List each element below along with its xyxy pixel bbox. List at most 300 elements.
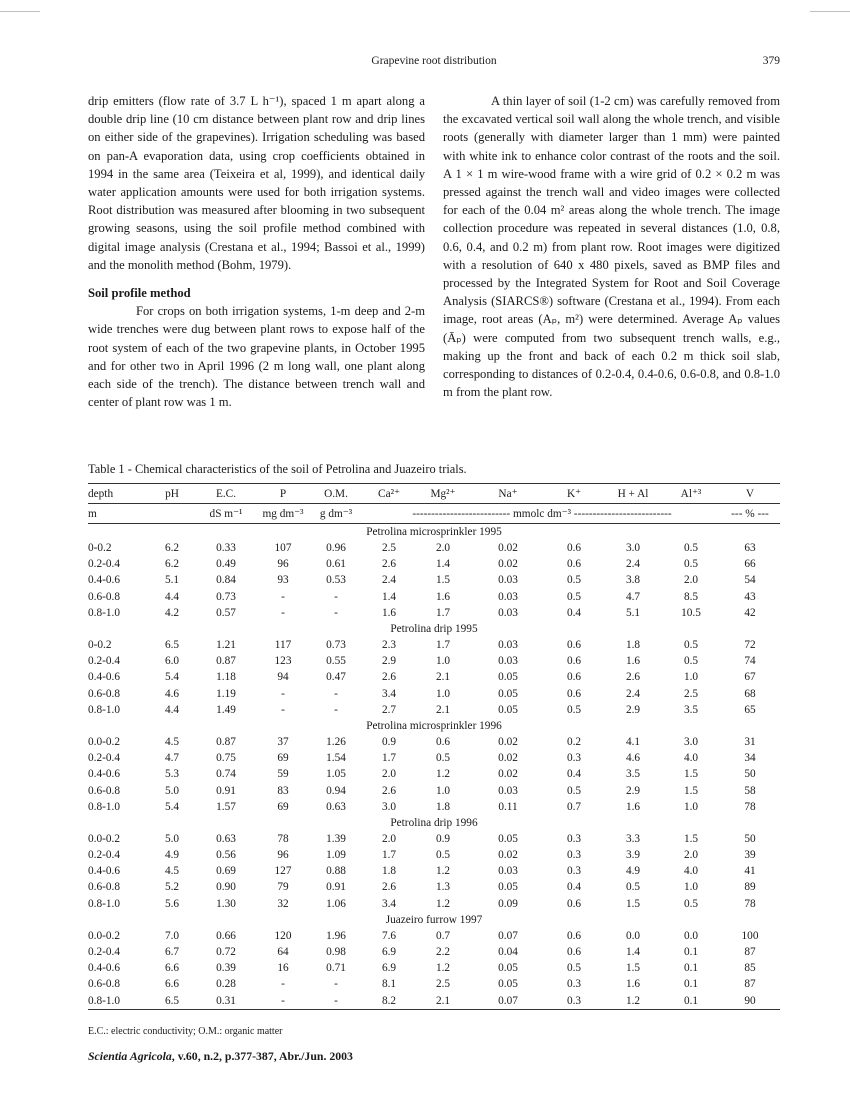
- table-cell: 1.06: [326, 897, 346, 910]
- table-cell: 0.87: [216, 655, 236, 668]
- table-cell: 0.02: [498, 752, 518, 765]
- table-cell: 1.2: [435, 768, 451, 781]
- column-header: Ca²⁺: [364, 484, 414, 504]
- table-cell: 0.6: [566, 655, 582, 668]
- table-cell: 0.05: [498, 687, 518, 700]
- table-cell: 0.2-0.4: [88, 655, 121, 668]
- table-cell: 0.6: [566, 542, 582, 555]
- table-row: [88, 750, 780, 766]
- table-cell: 0.2-0.4: [88, 849, 121, 862]
- table-cell: 6.9: [381, 962, 397, 975]
- table-cell: 0.3: [566, 752, 582, 765]
- table-cell: 41: [744, 865, 756, 878]
- table-cell: 10.5: [681, 606, 701, 619]
- table-cell: 83: [277, 784, 289, 797]
- table-cell: 68: [744, 687, 756, 700]
- table-cell: 0.8-1.0: [88, 703, 121, 716]
- table-cell: 0.03: [498, 574, 518, 587]
- table-cell: 5.0: [164, 832, 180, 845]
- table-cell: 0.6: [566, 946, 582, 959]
- table-cell: 0.71: [326, 962, 346, 975]
- table-cell: 100: [741, 929, 759, 942]
- table-cell: 0.5: [566, 784, 582, 797]
- table-cell: 0.53: [326, 574, 346, 587]
- table-cell: 1.6: [625, 655, 641, 668]
- table-cell: 0.02: [498, 849, 518, 862]
- table-cell: 1.2: [604, 993, 662, 1010]
- table-cell: 0.57: [216, 606, 236, 619]
- table-cell: 2.4: [625, 558, 641, 571]
- table-cell: -: [281, 687, 285, 700]
- table-cell: 0.03: [498, 639, 518, 652]
- table-cell: 2.6: [381, 881, 397, 894]
- unit-label: g dm⁻³: [308, 504, 364, 524]
- column-header: O.M.: [308, 484, 364, 504]
- table-cell: 0.4-0.6: [88, 574, 121, 587]
- table-cell: 0.8-1.0: [88, 606, 121, 619]
- table-row: [88, 669, 780, 685]
- table-cell: 85: [744, 962, 756, 975]
- table-row: [88, 831, 780, 847]
- table-cell: -: [334, 703, 338, 716]
- table-cell: 16: [277, 962, 289, 975]
- table-cell: 0.66: [216, 929, 236, 942]
- table-cell: 5.2: [164, 881, 180, 894]
- table-cell: 50: [744, 768, 756, 781]
- table-cell: 4.5: [164, 865, 180, 878]
- table-row: [88, 540, 780, 556]
- table-cell: 1.05: [326, 768, 346, 781]
- table-cell: 5.6: [164, 897, 180, 910]
- table-cell: 0.6: [566, 687, 582, 700]
- table-cell: 0.1: [683, 978, 699, 991]
- table-cell: 1.8: [381, 865, 397, 878]
- table-cell: 0.72: [216, 946, 236, 959]
- table-cell: 0.1: [662, 993, 720, 1010]
- table-row: [88, 702, 780, 718]
- table-cell: 37: [277, 735, 289, 748]
- table-cell: -: [258, 993, 308, 1010]
- table-cell: 6.0: [164, 655, 180, 668]
- table-cell: 0.98: [326, 946, 346, 959]
- table-cell: 2.4: [625, 687, 641, 700]
- table-cell: 0.02: [498, 768, 518, 781]
- table-cell: 0.6-0.8: [88, 687, 121, 700]
- table-cell: 0.8-1.0: [88, 993, 150, 1010]
- table-cell: 7.0: [164, 929, 180, 942]
- table-cell: 2.0: [435, 542, 451, 555]
- table-cell: 0.39: [216, 962, 236, 975]
- table-cell: 58: [744, 784, 756, 797]
- table-cell: 5.4: [164, 671, 180, 684]
- table-cell: 0.07: [498, 929, 518, 942]
- table-cell: 0.05: [498, 881, 518, 894]
- table-header-row: [88, 484, 780, 504]
- unit-label: mg dm⁻³: [258, 504, 308, 524]
- unit-label: --- % ---: [720, 504, 780, 524]
- table-cell: 0.05: [498, 671, 518, 684]
- table-row: [88, 589, 780, 605]
- table-cell: 3.4: [381, 687, 397, 700]
- table-cell: 1.6: [435, 590, 451, 603]
- table-cell: 96: [277, 849, 289, 862]
- table-cell: 0.3: [566, 865, 582, 878]
- table-cell: 4.2: [164, 606, 180, 619]
- table-cell: 2.5: [683, 687, 699, 700]
- table-cell: 1.39: [326, 832, 346, 845]
- table-cell: 0.73: [326, 639, 346, 652]
- table-cell: 0.5: [683, 639, 699, 652]
- group-title: Petrolina drip 1996: [390, 816, 478, 829]
- table-cell: 0.2: [566, 735, 582, 748]
- table-cell: 0.49: [216, 558, 236, 571]
- table-row: [88, 734, 780, 750]
- table-cell: 2.1: [435, 671, 451, 684]
- table-cell: 0.1: [683, 946, 699, 959]
- table-cell: 107: [274, 542, 292, 555]
- table-cell: 42: [744, 606, 756, 619]
- table-cell: 8.1: [381, 978, 397, 991]
- table-cell: 1.5: [625, 962, 641, 975]
- table-cell: 4.1: [625, 735, 641, 748]
- table-caption: Table 1 - Chemical characteristics of the soil of Petrolina and Juazeiro trials.: [88, 462, 467, 476]
- table-cell: 93: [277, 574, 289, 587]
- table-row: [88, 879, 780, 895]
- table-cell: 0.31: [194, 993, 258, 1010]
- table-cell: 0.69: [216, 865, 236, 878]
- table-cell: 0.94: [326, 784, 346, 797]
- table-cell: 0-0.2: [88, 639, 112, 652]
- table-cell: 0.5: [435, 752, 451, 765]
- table-cell: 0.02: [498, 558, 518, 571]
- table-cell: 6.7: [164, 946, 180, 959]
- table-cell: -: [281, 606, 285, 619]
- table-cell: 0.3: [566, 978, 582, 991]
- table-body: [88, 524, 780, 1010]
- table-cell: 3.3: [625, 832, 641, 845]
- table-cell: 4.0: [683, 752, 699, 765]
- table-cell: 1.18: [216, 671, 236, 684]
- table-cell: 4.4: [164, 703, 180, 716]
- table-cell: 0.75: [216, 752, 236, 765]
- table-row: [88, 896, 780, 912]
- table-cell: 0.03: [498, 865, 518, 878]
- group-row: [88, 524, 780, 541]
- table-cell: 39: [744, 849, 756, 862]
- right-column: [443, 92, 780, 401]
- table-cell: 2.6: [381, 784, 397, 797]
- table-row: [88, 782, 780, 798]
- column-header: Na⁺: [472, 484, 544, 504]
- table-cell: 2.6: [625, 671, 641, 684]
- table-row: [88, 944, 780, 960]
- table-cell: 66: [744, 558, 756, 571]
- table-cell: 0.3: [544, 993, 604, 1010]
- table-cell: 0.4: [566, 606, 582, 619]
- table-cell: 1.0: [435, 655, 451, 668]
- table-cell: 67: [744, 671, 756, 684]
- column-header: H + Al: [604, 484, 662, 504]
- table-cell: 6.6: [164, 962, 180, 975]
- table-cell: 63: [744, 542, 756, 555]
- table-cell: 5.1: [164, 574, 180, 587]
- table-cell: 65: [744, 703, 756, 716]
- table-cell: 0.6: [566, 639, 582, 652]
- table-cell: 0.02: [498, 735, 518, 748]
- table-cell: 1.4: [435, 558, 451, 571]
- table-cell: 2.2: [435, 946, 451, 959]
- table-cell: 127: [274, 865, 292, 878]
- table-cell: -: [281, 590, 285, 603]
- table-cell: 4.6: [625, 752, 641, 765]
- table-cell: 0.11: [498, 800, 518, 813]
- journal-citation: , v.60, n.2, p.377-387, Abr./Jun. 2003: [171, 1049, 353, 1063]
- table-cell: 50: [744, 832, 756, 845]
- table-cell: 0.03: [498, 590, 518, 603]
- table-cell: 1.30: [216, 897, 236, 910]
- table-cell: -: [334, 590, 338, 603]
- column-header: V: [720, 484, 780, 504]
- table-cell: 6.2: [164, 558, 180, 571]
- table-row: [88, 572, 780, 588]
- table-cell: 0.2-0.4: [88, 558, 121, 571]
- table-cell: 8.2: [364, 993, 414, 1010]
- table-cell: 1.0: [683, 800, 699, 813]
- table-cell: 69: [277, 800, 289, 813]
- crop-mark-right: [810, 11, 850, 12]
- table-cell: 87: [744, 946, 756, 959]
- unit-label: dS m⁻¹: [194, 504, 258, 524]
- table-cell: 0.5: [566, 703, 582, 716]
- table-cell: 90: [720, 993, 780, 1010]
- table-cell: 4.7: [625, 590, 641, 603]
- table-cell: 0.4-0.6: [88, 768, 121, 781]
- table-cell: 4.9: [625, 865, 641, 878]
- table-cell: 2.1: [414, 993, 472, 1010]
- table-cell: 64: [277, 946, 289, 959]
- table-cell: 4.9: [164, 849, 180, 862]
- table-cell: 1.0: [683, 881, 699, 894]
- table-cell: 2.5: [435, 978, 451, 991]
- table-cell: 0.4-0.6: [88, 962, 121, 975]
- group-row: [88, 718, 780, 734]
- table-row: [88, 960, 780, 976]
- table-cell: 1.19: [216, 687, 236, 700]
- table-cell: 1.2: [435, 865, 451, 878]
- table-cell: 8.5: [683, 590, 699, 603]
- table-cell: 0.8-1.0: [88, 800, 121, 813]
- table-cell: 0.6-0.8: [88, 590, 121, 603]
- table-cell: 2.6: [381, 671, 397, 684]
- table-cell: 0.47: [326, 671, 346, 684]
- crop-mark-left: [0, 11, 40, 12]
- group-title: Juazeiro furrow 1997: [385, 913, 483, 926]
- table-cell: 1.96: [326, 929, 346, 942]
- table-cell: 1.5: [435, 574, 451, 587]
- table-cell: 78: [277, 832, 289, 845]
- table-cell: 78: [744, 800, 756, 813]
- table-cell: 0.6: [566, 929, 582, 942]
- table-cell: 0.7: [435, 929, 451, 942]
- paragraph: For crops on both irrigation systems, 1-m deep and 2-m wide trenches were dug between plant rows to expose half of the root system of each of the two grapevine plants, in October 1995 and for other two in April 1996 (2 m long wall, one plant along each side of the trench). The distance between trench wall and center of plant row was 1 m.: [88, 304, 425, 410]
- table-cell: 4.6: [164, 687, 180, 700]
- table-cell: 0.5: [625, 881, 641, 894]
- table-cell: 0.03: [498, 606, 518, 619]
- table-cell: 0.5: [566, 590, 582, 603]
- table-cell: -: [281, 703, 285, 716]
- paragraph: A thin layer of soil (1-2 cm) was carefully removed from the excavated vertical soil wall along the whole trench, and visible roots (generally with diameter larger than 1 mm) were painted with white ink to enhance color contrast of the roots and the soil. A 1 × 1 m wire-wood frame with a wire grid of 0.2 × 0.2 m was pressed against the trench wall and video images were collected for each of the 0.04 m² areas along the whole trench. The image collection procedure was repeated in several distances (1.0, 0.8, 0.6, 0.4, and 0.2 m) from plant row. Root images were digitized with a resolution of 640 x 480 pixels, saved as BMP files and processed by the Integrated System for Root and Soil Coverage Analysis (SIARCS®) software (Crestana et al., 1994). From each image, root areas (Aₚ, m²) were determined. Average Aₚ values (Āₚ) were computed from two subsequent trench walls, e.g., making up the front and back of each 0.2 m thick soil slab, corresponding to distances of 0.2-0.4, 0.4-0.6, 0.6-0.8, and 0.8-1.0 m from the plant row.: [443, 94, 780, 400]
- table-cell: 2.5: [381, 542, 397, 555]
- table-cell: 54: [744, 574, 756, 587]
- table-cell: 1.0: [683, 671, 699, 684]
- table-cell: 1.4: [381, 590, 397, 603]
- table-cell: 1.5: [625, 897, 641, 910]
- column-header: Al⁺³: [662, 484, 720, 504]
- table-cell: 0.6: [566, 558, 582, 571]
- table-cell: 1.0: [435, 784, 451, 797]
- table-cell: 0.04: [498, 946, 518, 959]
- table-cell: 0.87: [216, 735, 236, 748]
- table-cell: 0.5: [683, 655, 699, 668]
- table-cell: 1.7: [381, 752, 397, 765]
- table-cell: 0.03: [498, 655, 518, 668]
- table-cell: 0.5: [683, 542, 699, 555]
- table-cell: 74: [744, 655, 756, 668]
- table-cell: 1.4: [625, 946, 641, 959]
- table-cell: 2.1: [435, 703, 451, 716]
- table-row: [88, 799, 780, 815]
- table-cell: 4.7: [164, 752, 180, 765]
- paragraph: drip emitters (flow rate of 3.7 L h⁻¹), spaced 1 m apart along a double drip line (10 cm distance between plant row and drip lines on either side of the grapevines). Irrigation scheduling was based on pan-A evaporation data, using crop coefficients obtained in 1994 in the same area (Teixeira et al, 1999), and identical daily water application amounts were used for both irrigation systems. Root distribution was measured after blooming in two subsequent growing seasons, using the soil profile method combined with digital image analysis (Crestana et al., 1994; Bassoi et al., 1999) and the monolith method (Bohm, 1979).: [88, 94, 425, 272]
- table-cell: 1.5: [683, 784, 699, 797]
- table-cell: 1.2: [435, 897, 451, 910]
- table-cell: 6.2: [164, 542, 180, 555]
- table-cell: 117: [274, 639, 292, 652]
- table-cell: 0.3: [566, 849, 582, 862]
- table-cell: 0.3: [566, 832, 582, 845]
- table-cell: 4.0: [683, 865, 699, 878]
- group-title: Petrolina drip 1995: [390, 622, 478, 635]
- table-cell: 4.4: [164, 590, 180, 603]
- table-cell: 1.7: [381, 849, 397, 862]
- table-cell: 69: [277, 752, 289, 765]
- table-cell: 2.9: [381, 655, 397, 668]
- table-cell: 3.0: [625, 542, 641, 555]
- group-title: Petrolina microsprinkler 1996: [366, 719, 502, 732]
- table-cell: 0.5: [683, 897, 699, 910]
- table-cell: 0.05: [498, 978, 518, 991]
- table-cell: 2.0: [683, 574, 699, 587]
- table-row: [88, 686, 780, 702]
- table-cell: 0.91: [326, 881, 346, 894]
- table-cell: 0.2-0.4: [88, 946, 121, 959]
- table-cell: 72: [744, 639, 756, 652]
- table-cell: 32: [277, 897, 289, 910]
- table-cell: 1.7: [435, 639, 451, 652]
- table-cell: 0.7: [566, 800, 582, 813]
- table-row: [88, 653, 780, 669]
- table-cell: 0.63: [326, 800, 346, 813]
- table-cell: 3.8: [625, 574, 641, 587]
- table-cell: 1.2: [435, 962, 451, 975]
- table-footnote: E.C.: electric conductivity; O.M.: organic matter: [88, 1026, 283, 1037]
- running-title: Grapevine root distribution: [371, 55, 497, 67]
- section-heading: Soil profile method: [88, 286, 191, 301]
- column-header: pH: [150, 484, 194, 504]
- table-cell: 0.5: [683, 558, 699, 571]
- table-cell: 87: [744, 978, 756, 991]
- table-cell: 2.7: [381, 703, 397, 716]
- table-cell: 78: [744, 897, 756, 910]
- table-cell: 0-0.2: [88, 542, 112, 555]
- group-row: [88, 815, 780, 831]
- left-column: [88, 92, 425, 411]
- table-cell: 0.73: [216, 590, 236, 603]
- table-cell: 0.61: [326, 558, 346, 571]
- table-cell: 0.4-0.6: [88, 671, 121, 684]
- table-cell: 0.63: [216, 832, 236, 845]
- table-cell: 94: [277, 671, 289, 684]
- table-cell: 5.0: [164, 784, 180, 797]
- table-cell: 6.5: [164, 639, 180, 652]
- table-cell: 1.09: [326, 849, 346, 862]
- table-cell: 0.2-0.4: [88, 752, 121, 765]
- table-unit-row: [88, 504, 780, 524]
- table-cell: 0.09: [498, 897, 518, 910]
- table-cell: 43: [744, 590, 756, 603]
- table-cell: 89: [744, 881, 756, 894]
- table-cell: 0.6: [566, 897, 582, 910]
- table-cell: 0.0-0.2: [88, 929, 121, 942]
- table-cell: 1.5: [683, 768, 699, 781]
- table-cell: 3.5: [683, 703, 699, 716]
- table-cell: 6.9: [381, 946, 397, 959]
- group-title: Petrolina microsprinkler 1995: [366, 526, 502, 538]
- table-cell: 1.54: [326, 752, 346, 765]
- table-cell: 0.9: [435, 832, 451, 845]
- table-cell: 0.55: [326, 655, 346, 668]
- table-cell: 2.3: [381, 639, 397, 652]
- table-cell: 5.3: [164, 768, 180, 781]
- table-cell: 2.4: [381, 574, 397, 587]
- unit-label: -------------------------- mmolc dm⁻³ --------------------------: [364, 504, 720, 524]
- table-row: [88, 976, 780, 992]
- table-cell: 0.88: [326, 865, 346, 878]
- table-cell: 5.1: [625, 606, 641, 619]
- table-row: [88, 556, 780, 572]
- table-cell: 3.5: [625, 768, 641, 781]
- table-cell: 59: [277, 768, 289, 781]
- table-cell: 123: [274, 655, 292, 668]
- table-row: [88, 847, 780, 863]
- table-cell: 31: [744, 735, 756, 748]
- table-cell: -: [334, 606, 338, 619]
- column-header: P: [258, 484, 308, 504]
- table-cell: 0.9: [381, 735, 397, 748]
- table-row: [88, 993, 780, 1010]
- table-cell: 5.4: [164, 800, 180, 813]
- group-row: [88, 621, 780, 637]
- table-cell: 0.07: [472, 993, 544, 1010]
- table-cell: 3.9: [625, 849, 641, 862]
- table-cell: 0.28: [216, 978, 236, 991]
- table-cell: 2.9: [625, 703, 641, 716]
- table-cell: 0.91: [216, 784, 236, 797]
- table-cell: 2.0: [683, 849, 699, 862]
- journal-footer: [88, 1049, 353, 1064]
- table-cell: 0.02: [498, 542, 518, 555]
- table-cell: 1.21: [216, 639, 236, 652]
